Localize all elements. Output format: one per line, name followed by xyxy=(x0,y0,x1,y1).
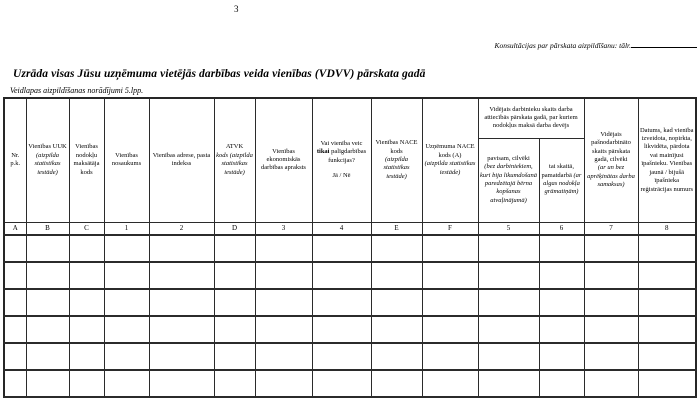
vdvv-table xyxy=(3,97,697,398)
empty-cell xyxy=(584,262,638,289)
col-group-header-employees: Vidējais darbinieku skaits darba attiecībās pārskata gadā, par kuriem nodokļus maksā darba devējs xyxy=(478,98,584,138)
empty-cell xyxy=(539,316,584,343)
empty-cell xyxy=(539,370,584,397)
col-header-employees-total: pavisam, cilvēki (bez darbiniekiem, kuri bija likumdošanā paredzētajā bērna kopšanas atvaļinājumā) xyxy=(478,138,539,222)
empty-cell xyxy=(214,316,255,343)
empty-cell xyxy=(312,235,371,262)
empty-cell xyxy=(638,235,696,262)
empty-cell xyxy=(69,370,104,397)
empty-cell xyxy=(638,289,696,316)
empty-cell xyxy=(584,289,638,316)
empty-cell xyxy=(422,370,478,397)
empty-cell xyxy=(478,262,539,289)
empty-cell xyxy=(478,343,539,370)
empty-cell xyxy=(539,343,584,370)
column-code: 7 xyxy=(584,222,638,235)
table-row xyxy=(4,289,696,316)
col-header-self-employed: Vidējais pašnodarbināto skaits pārskata gadā, cilvēki (ar un bez aprēķinātas darba samaksas) xyxy=(584,98,638,222)
yes-no-label: Jā / Nē xyxy=(332,172,351,180)
empty-cell xyxy=(539,262,584,289)
empty-cell xyxy=(371,316,422,343)
empty-cell xyxy=(149,343,214,370)
empty-cell xyxy=(255,316,312,343)
empty-cell xyxy=(312,343,371,370)
empty-cell xyxy=(371,343,422,370)
column-code: 5 xyxy=(478,222,539,235)
col-header-activity-description: Vienības ekonomiskās darbības apraksts xyxy=(255,98,312,222)
empty-cell xyxy=(539,235,584,262)
column-code: A xyxy=(4,222,26,235)
empty-cell xyxy=(4,316,26,343)
empty-cell xyxy=(149,289,214,316)
empty-cell xyxy=(26,289,69,316)
empty-cell xyxy=(255,370,312,397)
empty-cell xyxy=(69,316,104,343)
empty-cell xyxy=(478,235,539,262)
empty-cell xyxy=(4,235,26,262)
table-row xyxy=(4,316,696,343)
empty-cell xyxy=(584,343,638,370)
column-code: B xyxy=(26,222,69,235)
empty-cell xyxy=(104,289,149,316)
empty-cell xyxy=(4,262,26,289)
header-row-main xyxy=(4,98,696,138)
column-code: D xyxy=(214,222,255,235)
form-subtitle: Veidlapas aizpildīšanas norādījumi 5.lpp. xyxy=(10,86,144,95)
empty-cell xyxy=(312,262,371,289)
col-header-unit-nace: Vienības NACE kods (aizpilda statistikas iestāde) xyxy=(371,98,422,222)
empty-cell xyxy=(638,343,696,370)
empty-cell xyxy=(26,370,69,397)
empty-cell xyxy=(422,316,478,343)
table-row xyxy=(4,370,696,397)
empty-cell xyxy=(478,289,539,316)
col-header-auxiliary-functions: Vai vienība veic tikai palīgdarbības funkcijas? Jā / Nē xyxy=(312,98,371,222)
empty-cell xyxy=(214,235,255,262)
table-row xyxy=(4,262,696,289)
empty-cell xyxy=(312,289,371,316)
empty-cell xyxy=(371,289,422,316)
empty-cell xyxy=(149,316,214,343)
col-header-tax-code: Vienības nodokļu maksātāja kods xyxy=(69,98,104,222)
empty-cell xyxy=(214,343,255,370)
empty-cell xyxy=(149,262,214,289)
col-header-uuk: Vienības UUK (aizpilda statistikas iestāde) xyxy=(26,98,69,222)
empty-cell xyxy=(69,343,104,370)
form-title: Uzrāda visas Jūsu uzņēmuma vietējās darbības veida vienības (VDVV) pārskata gadā xyxy=(13,68,426,80)
empty-cell xyxy=(104,262,149,289)
empty-cell xyxy=(539,289,584,316)
empty-cell xyxy=(478,316,539,343)
empty-cell xyxy=(255,343,312,370)
column-code: 2 xyxy=(149,222,214,235)
empty-cell xyxy=(422,262,478,289)
empty-cell xyxy=(149,370,214,397)
empty-cell xyxy=(371,262,422,289)
empty-cell xyxy=(104,235,149,262)
consultation-note xyxy=(495,40,697,50)
empty-cell xyxy=(26,262,69,289)
col-header-employees-main-job: tai skaitā, pamatdarbā (ar algas nodokļa grāmatiņām) xyxy=(539,138,584,222)
empty-cell xyxy=(69,235,104,262)
col-header-date-owner: Datums, kad vienība izveidota, nopirkta, likvidēta, pārdota vai mainījusi īpašnieku. Vienības jaunā / bijušā īpašnieka reģistrācijas numurs xyxy=(638,98,696,222)
empty-cell xyxy=(638,262,696,289)
empty-cell xyxy=(4,370,26,397)
column-code-row xyxy=(4,222,696,235)
column-code: 8 xyxy=(638,222,696,235)
column-code: 1 xyxy=(104,222,149,235)
col-header-atvk: ATVK kods (aizpilda statistikas iestāde) xyxy=(214,98,255,222)
col-header-enterprise-nace: Uzņēmuma NACE kods (A) (aizpilda statistikas iestāde) xyxy=(422,98,478,222)
empty-cell xyxy=(214,370,255,397)
empty-cell xyxy=(312,316,371,343)
empty-cell xyxy=(4,343,26,370)
empty-cell xyxy=(214,262,255,289)
column-code: 4 xyxy=(312,222,371,235)
page-number: 3 xyxy=(234,4,239,14)
phone-blank-line xyxy=(631,40,697,48)
empty-cell xyxy=(255,289,312,316)
empty-cell xyxy=(584,316,638,343)
empty-cell xyxy=(255,262,312,289)
table-row xyxy=(4,235,696,262)
empty-cell xyxy=(26,316,69,343)
empty-cell xyxy=(69,262,104,289)
column-code: 6 xyxy=(539,222,584,235)
column-code: C xyxy=(69,222,104,235)
empty-cell xyxy=(584,370,638,397)
col-header-unit-name: Vienības nosaukums xyxy=(104,98,149,222)
col-header-address: Vienības adrese, pasta indekss xyxy=(149,98,214,222)
column-code: F xyxy=(422,222,478,235)
empty-cell xyxy=(371,370,422,397)
empty-rows xyxy=(4,235,696,397)
empty-cell xyxy=(149,235,214,262)
table-row xyxy=(4,343,696,370)
bold-word-tikai: tikai xyxy=(316,148,330,156)
empty-cell xyxy=(584,235,638,262)
column-code: 3 xyxy=(255,222,312,235)
empty-cell xyxy=(638,316,696,343)
empty-cell xyxy=(104,316,149,343)
empty-cell xyxy=(26,343,69,370)
empty-cell xyxy=(26,235,69,262)
empty-cell xyxy=(422,289,478,316)
empty-cell xyxy=(422,343,478,370)
empty-cell xyxy=(371,235,422,262)
empty-cell xyxy=(638,370,696,397)
empty-cell xyxy=(104,343,149,370)
col-header-nr: Nr. p.k. xyxy=(4,98,26,222)
empty-cell xyxy=(312,370,371,397)
column-code: E xyxy=(371,222,422,235)
empty-cell xyxy=(4,289,26,316)
consultation-label: Konsultācijas par pārskata aizpildīšanu: tālr. xyxy=(494,41,631,50)
empty-cell xyxy=(478,370,539,397)
empty-cell xyxy=(255,235,312,262)
empty-cell xyxy=(422,235,478,262)
empty-cell xyxy=(104,370,149,397)
empty-cell xyxy=(214,289,255,316)
empty-cell xyxy=(69,289,104,316)
